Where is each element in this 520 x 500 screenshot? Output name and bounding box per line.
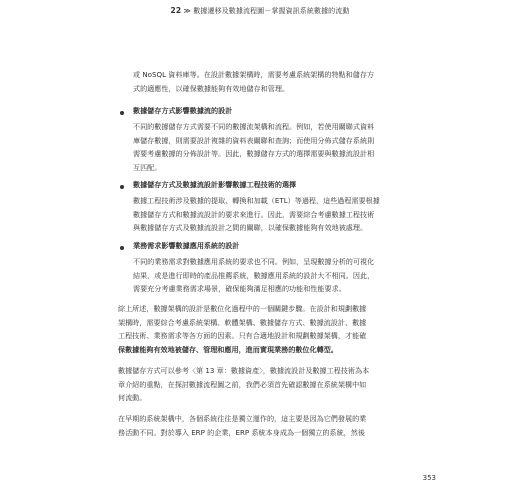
text-line: 結果，或是進行即時的產品推薦系統，數據應用系統的設計大不相同。因此， [133,270,375,280]
running-header [0,6,520,16]
bullet-body [133,120,374,174]
bullet-body [133,194,380,235]
bullet-point [120,246,124,250]
text-line: 互匹配。 [133,162,162,172]
bullet-point [120,111,124,115]
bullet-body [133,255,374,296]
summary-paragraph [118,302,366,356]
text-line: 需要充分考慮業務需求場景，確保能夠滿足相應的功能和性能要求。 [133,284,346,293]
bullet-heading: 數據儲存方式及數據流設計影響數據工程技術的選擇 [133,180,297,189]
text-line: 在早期的系統架構中，各個系統往往是獨立運作的，這主要是因為它們發展的業 [118,414,367,423]
chapter-title: 數據遷移及數據流程圖－掌握資訊系統數據的流動 [193,7,350,15]
text-line: 章介紹的重點，在探討數據流程圖之前，我們必須首先確認數據在系統架構中如 [118,379,367,389]
bullet-heading: 業務需求影響數據應用系統的設計 [133,241,240,250]
text-line: 綜上所述，數據架構的設計是數位化過程中的一個關鍵步驟。在設計和規劃數據 [118,304,367,313]
text-line: 工程技術、業務需求等各方面的因素。只有合適地設計和規劃數據架構，才能確 [118,331,367,340]
text-line: 數據儲存方式可以參考〈第 13 章：數據資產〉，數據流設計及數據工程技術為本 [118,366,370,375]
text-line: 不同的數據儲存方式需要不同的數據流架構和流程。例如，若使用關聯式資料 [133,122,375,131]
text-line: 式的適應性，以確保數據能夠有效地儲存和管理。 [133,83,290,93]
text-line: 庫儲存數據，則需要設計複雜的資料表關聯和查詢；而使用分佈式儲存系統則 [133,135,375,145]
text-line: 務活動不同。對於導入 ERP 的企業，ERP 系統本身成為一個獨立的系統，然後 [118,427,365,437]
text-line: 或 NoSQL 資料庫等。在設計數據架構時，需要考慮系統架構的特點和儲存方 [133,70,375,79]
chapter-number: 22 [170,6,182,15]
text-line: 需要考慮數據的分佈設計等。因此，數據儲存方式的選擇需要與數據流設計相 [133,149,375,158]
intro-paragraph [133,68,374,95]
bullet-heading: 數據儲存方式影響數據流的設計 [133,106,233,115]
text-line: 不同的業務需求對數據應用系統的要求也不同。例如，呈現數據分析的可視化 [133,257,375,266]
text-line: 與數據儲存方式及數據流設計之間的關聯，以確保數據能夠有效地被處理。 [133,223,368,232]
closing-paragraph [118,412,366,439]
text-line: 數據工程技術涉及數據的提取、轉換和加載（ETL）等過程，這些過程需要根據 [133,196,380,205]
bullet-point [120,185,124,189]
page-number: 353 [422,474,436,482]
text-line: 數據儲存方式和數據流設計的要求來進行。因此，需要綜合考慮數據工程技術 [133,209,375,219]
text-line: 何流動。 [118,393,147,402]
text-line: 保數據能夠有效地被儲存、管理和應用，進而實現業務的數位化轉型。 [118,344,338,354]
header-separator: ≫ [183,7,191,15]
reference-paragraph [118,364,369,405]
text-line: 架構時，需要綜合考慮系統架構、軟體架構、數據儲存方式、數據流設計、數據 [118,317,367,327]
